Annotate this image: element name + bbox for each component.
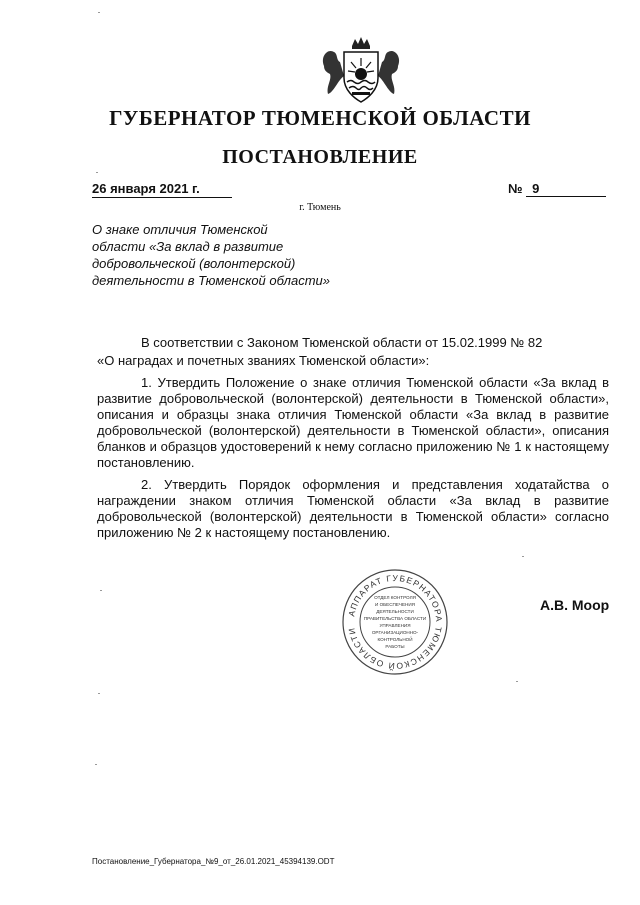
subject-line: деятельности в Тюменской области» xyxy=(92,273,331,288)
document-body xyxy=(97,335,609,547)
stamp-center-line: УПРАВЛЕНИЯ xyxy=(379,623,411,628)
scan-speck xyxy=(95,764,97,765)
stamp-center-line: И ОБЕСПЕЧЕНИЯ xyxy=(375,602,415,607)
issuing-authority-heading: ГУБЕРНАТОР ТЮМЕНСКОЙ ОБЛАСТИ xyxy=(109,106,531,130)
issue-city: г. Тюмень xyxy=(299,202,341,213)
stamp-center-line: ДЕЯТЕЛЬНОСТИ xyxy=(376,609,414,614)
stamp-center-line: РАБОТЫ xyxy=(385,644,405,649)
official-seal-stamp xyxy=(340,567,450,677)
signatory-name: А.В. Моор xyxy=(540,597,610,613)
scan-speck xyxy=(522,556,524,557)
document-subject xyxy=(92,221,362,289)
clause-1: 1. Утвердить Положение о знаке отличия Тюменской области «За вклад в развитие добровольческой (волонтерской) деятельности в Тюменской области», описания и образцы знака отличия Тюменской области «За вклад в развитие добровольческой (волонтерской) деятельности в Тюменской области», описания бланков и образцов удостоверений к нему согласно приложению № 1 к настоящему постановлению. xyxy=(97,375,609,470)
stamp-center-line: ОТДЕЛ КОНТРОЛЯ xyxy=(374,595,416,600)
subject-line: О знаке отличия Тюменской xyxy=(92,222,268,237)
document-number xyxy=(508,181,606,197)
scan-speck xyxy=(98,693,100,694)
subject-line: области «За вклад в развитие xyxy=(92,239,284,254)
scan-speck xyxy=(96,172,98,173)
preamble: В соответствии с Законом Тюменской области от 15.02.1999 № 82 xyxy=(141,335,543,350)
stamp-center-line: ПРАВИТЕЛЬСТВА ОБЛАСТИ xyxy=(363,616,427,621)
number-label: № xyxy=(508,181,523,196)
stamp-center-line: КОНТРОЛЬНОЙ xyxy=(377,637,413,642)
stamp-ring-text: АППАРАТ ГУБЕРНАТОРА ТЮМЕНСКОЙ ОБЛАСТИ xyxy=(346,572,445,672)
document-date: 26 января 2021 г. xyxy=(92,181,232,198)
file-name-footer: Постановление_Губернатора_№9_от_26.01.2021_45394139.ODT xyxy=(92,857,335,866)
scan-speck xyxy=(516,681,518,682)
scan-speck xyxy=(100,590,102,591)
number-value: 9 xyxy=(526,181,606,197)
clause-2: 2. Утвердить Порядок оформления и представления ходатайства о награждении знаком отличия Тюменской области «За вклад в развитие добровольческой (волонтерской) деятельности в Тюменской области» согласно приложению № 2 к настоящему постановлению. xyxy=(97,477,609,540)
preamble-continuation: «О наградах и почетных званиях Тюменской области»: xyxy=(97,353,430,368)
subject-line: добровольческой (волонтерской) xyxy=(92,256,296,271)
stamp-center-line: ОРГАНИЗАЦИОННО- xyxy=(371,630,419,635)
scan-speck xyxy=(98,12,100,13)
coat-of-arms-icon xyxy=(318,36,404,104)
document-type-heading: ПОСТАНОВЛЕНИЕ xyxy=(222,146,418,168)
